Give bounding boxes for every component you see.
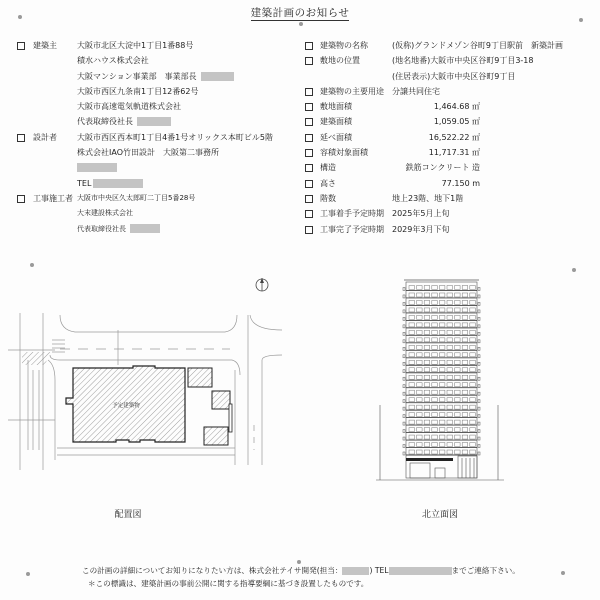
detail-row-floor-area: 延べ面積 16,522.22 ㎡ xyxy=(300,130,600,145)
north-elevation-drawing xyxy=(370,270,510,500)
redacted-name xyxy=(137,117,171,126)
designer-person xyxy=(77,160,117,175)
owner-address: 大阪市北区大淀中1丁目1番88号 xyxy=(77,41,194,50)
redacted-name xyxy=(201,72,234,81)
site-plan-caption: 配置図 xyxy=(114,510,142,520)
north-arrow-icon xyxy=(256,278,268,291)
co-owner-company: 大阪市高速電気軌道株式会社 xyxy=(77,102,181,112)
designer-tel: TEL xyxy=(77,176,143,191)
checkbox-icon xyxy=(17,42,25,50)
owner-representative: 大阪マンション事業部 事業部長 xyxy=(77,69,234,84)
building-details-section xyxy=(300,38,600,237)
detail-row-structure: 構造 鉄筋コンクリート 造 xyxy=(300,160,600,175)
designer-address: 大阪市西区西本町1丁目4番1号オリックス本町ビル5階 xyxy=(77,132,273,142)
elevation-caption: 北立面図 xyxy=(421,510,458,520)
detail-row-address: (住居表示)大阪市中央区谷町9丁目 xyxy=(392,71,516,81)
redacted-name xyxy=(77,163,117,172)
contractor-address: 大阪市中央区久太郎町二丁目5番28号 xyxy=(77,193,196,202)
checkbox-icon xyxy=(17,195,25,203)
redacted-contact-person xyxy=(342,567,369,575)
contractor-company: 大末建設株式会社 xyxy=(77,209,133,218)
planned-building-label: 予定建築物 xyxy=(112,403,140,409)
checkbox-icon xyxy=(305,88,313,96)
co-owner-address: 大阪市西区九条南1丁目12番62号 xyxy=(77,86,199,96)
notice-title: 建築計画のお知らせ xyxy=(250,7,350,19)
detail-row-floors: 階数 地上23階、地下1階 xyxy=(300,191,600,206)
designer-company: 株式会社IAO竹田設計 大阪第二事務所 xyxy=(77,148,219,158)
designer-label: 設計者 xyxy=(33,132,57,142)
owner-row xyxy=(0,38,300,53)
detail-row-start: 工事着手予定時期 2025年5月上旬 xyxy=(300,206,600,221)
rivet-icon xyxy=(26,572,30,576)
checkbox-icon xyxy=(305,57,313,65)
owner-label: 建築主 xyxy=(33,41,57,50)
site-plan-drawing xyxy=(0,260,300,490)
checkbox-icon xyxy=(305,149,313,157)
owner-company: 積水ハウス株式会社 xyxy=(77,56,149,66)
detail-row-name: 建築物の名称 (仮称)グランドメゾン谷町9丁目駅前 新築計画 xyxy=(300,38,600,53)
contact-line: この計画の詳細についてお知りになりたい方は、株式会社テイサ開発(担当： ) TEL までご連絡下さい。 xyxy=(82,566,520,575)
detail-row-site-area: 敷地面積 1,464.68 ㎡ xyxy=(300,99,600,114)
rivet-icon xyxy=(572,268,576,272)
checkbox-icon xyxy=(305,42,313,50)
detail-row-far-area: 容積対象面積 11,717.31 ㎡ xyxy=(300,145,600,160)
rivet-icon xyxy=(299,22,303,26)
co-owner-representative: 代表取締役社長 xyxy=(77,114,171,129)
detail-row-use: 建築物の主要用途 分譲共同住宅 xyxy=(300,84,600,99)
detail-row-completion: 工事完了予定時期 2029年3月下旬 xyxy=(300,222,600,237)
checkbox-icon xyxy=(305,103,313,111)
checkbox-icon xyxy=(305,226,313,234)
checkbox-icon xyxy=(305,118,313,126)
elevation-floors xyxy=(403,286,480,456)
redacted-phone xyxy=(389,567,452,575)
redacted-name xyxy=(130,224,160,233)
detail-row-location: 敷地の位置 (地名地番)大阪市中央区谷町9丁目3-18 xyxy=(300,53,600,68)
parties-section xyxy=(0,38,300,237)
checkbox-icon xyxy=(305,210,313,218)
guideline-note: ＊この標識は、建築計画の事前公開に関する指導要綱に基づき設置したものです。 xyxy=(88,579,369,588)
detail-row-building-area: 建築面積 1,059.05 ㎡ xyxy=(300,114,600,129)
detail-row-height: 高さ 77.150 m xyxy=(300,176,600,191)
checkbox-icon xyxy=(305,164,313,172)
rivet-icon xyxy=(297,560,301,564)
checkbox-icon xyxy=(17,134,25,142)
contractor-row xyxy=(0,191,300,206)
checkbox-icon xyxy=(305,134,313,142)
contractor-label: 工事施工者 xyxy=(33,193,73,203)
designer-row xyxy=(0,130,300,145)
checkbox-icon xyxy=(305,195,313,203)
contractor-representative: 代表取締役社長 xyxy=(77,222,160,237)
redacted-phone xyxy=(93,179,143,188)
checkbox-icon xyxy=(305,180,313,188)
rivet-icon xyxy=(561,571,565,575)
